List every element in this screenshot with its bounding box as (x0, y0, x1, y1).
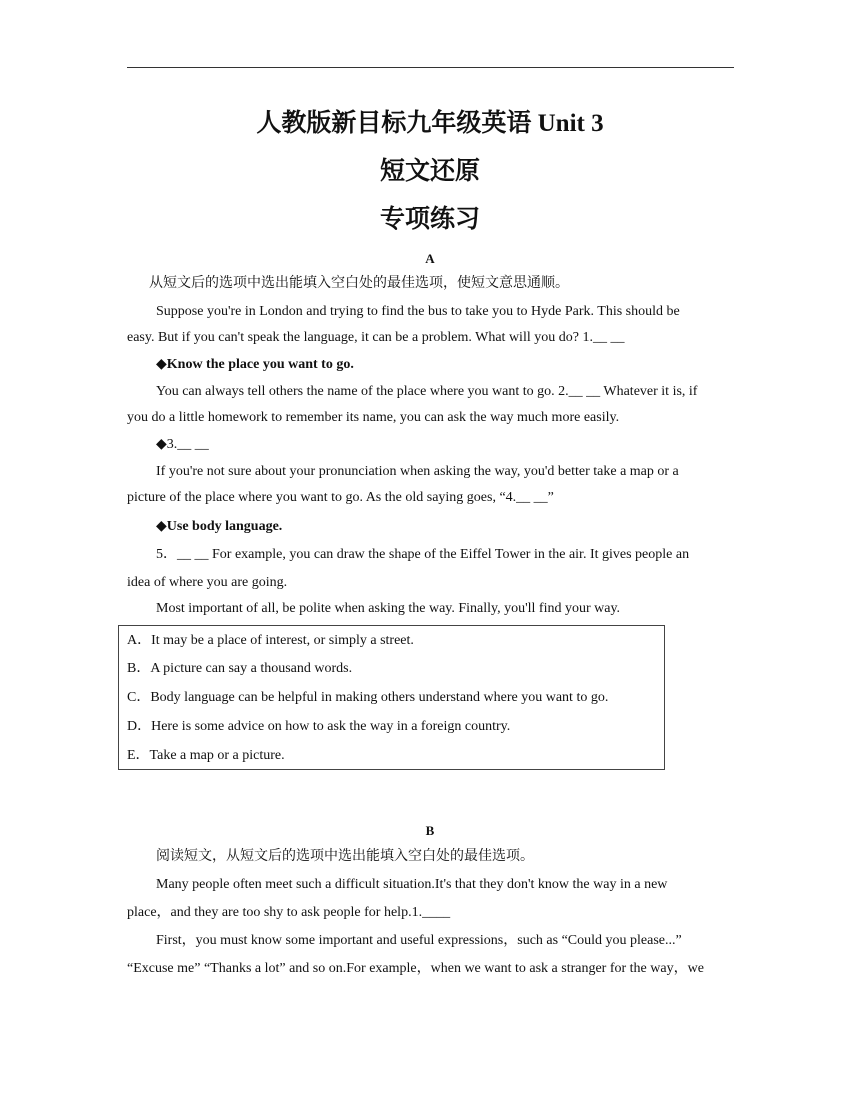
section-b-label: B (425, 823, 435, 838)
section-a-label: A (425, 251, 435, 266)
passage-line: “Excuse me” “Thanks a lot” and so on.For example，when we want to ask a stranger for the way，we (127, 961, 704, 976)
passage-line: If you're not sure about your pronunciation when asking the way, you'd better take a map or a (156, 464, 679, 479)
passage-line: Most important of all, be polite when asking the way. Finally, you'll find your way. (156, 601, 621, 616)
passage-line: easy. But if you can't speak the language, it can be a problem. What will you do? 1.__ __ (127, 330, 625, 345)
page-subtitle: 短文还原 (379, 158, 480, 185)
passage-line: picture of the place where you want to go. As the old saying goes, “4.__ __” (127, 490, 554, 505)
passage-heading: ◆3.__ __ (156, 437, 209, 452)
options-box (118, 625, 665, 770)
passage-line: Many people often meet such a difficult situation.It's that they don't know the way in a new (156, 877, 668, 892)
page-subtitle-2: 专项练习 (379, 206, 480, 233)
passage-line: Suppose you're in London and trying to find the bus to take you to Hyde Park. This should be (156, 304, 680, 319)
option-d: D．Here is some advice on how to ask the way in a foreign country. (127, 719, 511, 734)
passage-line: place，and they are too shy to ask people for help.1.____ (127, 905, 451, 920)
passage-line: idea of where you are going. (127, 575, 288, 590)
passage-line: First，you must know some important and useful expressions，such as “Could you please...” (156, 933, 682, 948)
section-b-instruction: 阅读短文，从短文后的选项中选出能填入空白处的最佳选项。 (156, 849, 534, 864)
page-title: 人教版新目标九年级英语 Unit 3 (256, 110, 604, 137)
header-rule (127, 67, 734, 68)
option-a: A．It may be a place of interest, or simply a street. (127, 633, 414, 648)
passage-line: 5．__ __ For example, you can draw the shape of the Eiffel Tower in the air. It gives people an (156, 547, 690, 562)
passage-line: you do a little homework to remember its name, you can ask the way much more easily. (127, 410, 620, 425)
option-e: E．Take a map or a picture. (127, 748, 285, 763)
passage-line: You can always tell others the name of the place where you want to go. 2.__ __ Whatever it is, if (156, 384, 698, 399)
option-c: C．Body language can be helpful in making others understand where you want to go. (127, 690, 609, 705)
section-a-instruction: 从短文后的选项中选出能填入空白处的最佳选项，使短文意思通顺。 (149, 276, 569, 291)
option-b: B．A picture can say a thousand words. (127, 661, 353, 676)
passage-heading: ◆Know the place you want to go. (156, 357, 354, 372)
passage-heading: ◆Use body language. (156, 519, 283, 534)
